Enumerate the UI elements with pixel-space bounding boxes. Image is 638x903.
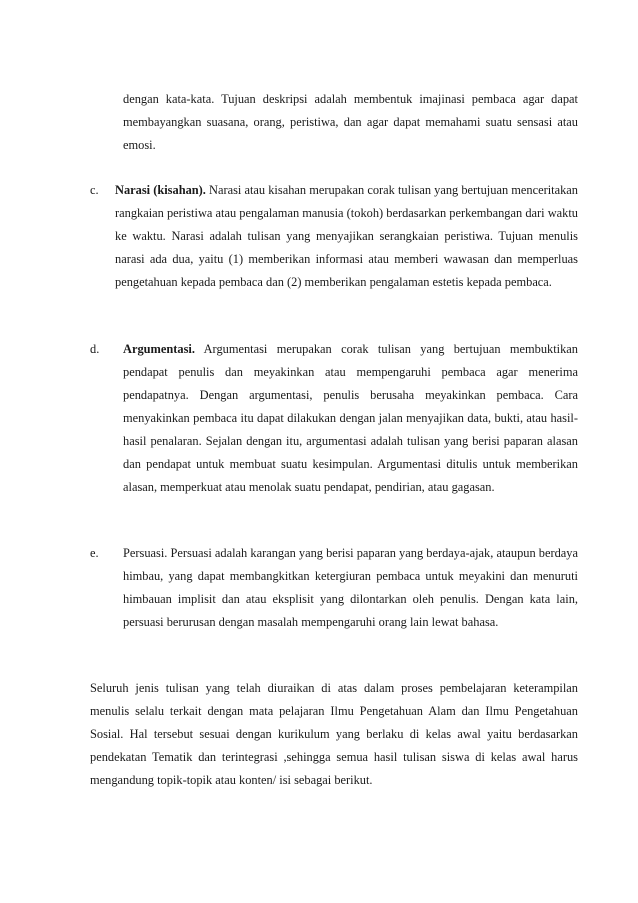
list-item-persuasi [123,542,578,634]
list-item-narasi [115,179,578,294]
closing-paragraph: Seluruh jenis tulisan yang telah diuraikan di atas dalam proses pembelajaran keterampilan menulis selalu terkait dengan mata pelajaran Ilmu Pengetahuan Alam dan Ilmu Pengetahuan Sosial. Hal tersebut sesuai dengan kurikulum yang berlaku di kelas awal yaitu berdasarkan pendekatan Tematik dan terintegrasi ,sehingga semua hasil tulisan siswa di kelas awal harus mengandung topik-topik atau konten/ isi sebagai berikut. [90,681,578,787]
argumentasi-text: Argumentasi merupakan corak tulisan yang bertujuan membuktikan pendapat penulis dan meyakinkan atau mempengaruhi pembaca agar menerima pendapatnya. Dengan argumentasi, penulis berusaha meyakinkan pembaca. Cara menyakinkan pembaca itu dapat dilakukan dengan jalan menyajikan data, bukti, atau hasil-hasil penalaran. Sejalan dengan itu, argumentasi adalah tulisan yang berisi paparan alasan dan pendapat untuk membuat suatu kesimpulan. Argumentasi ditulis untuk memberikan alasan, memperkuat atau menolak suatu pendapat, pendirian, atau gagasan. [123,342,578,494]
term-narasi: Narasi (kisahan). [115,183,206,197]
term-argumentasi: Argumentasi. [123,342,195,356]
list-item-argumentasi [123,338,578,499]
list-marker-d: d. [90,342,100,356]
narasi-text: Narasi atau kisahan merupakan corak tulisan yang bertujuan menceritakan rangkaian peristiwa atau pengalaman manusia (tokoh) berdasarkan perkembangan dari waktu ke waktu. Narasi adalah tulisan yang menyajikan serangkaian peristiwa. Tujuan menulis narasi ada dua, yaitu (1) memberikan informasi atau memberi wawasan dan memperluas pengetahuan kepada pembaca dan (2) memberikan pengalaman estetis kepada pembaca. [115,183,578,289]
continuation-paragraph: dengan kata-kata. Tujuan deskripsi adalah membentuk imajinasi pembaca agar dapat membayangkan suasana, orang, peristiwa, dan agar dapat memahami suatu sensasi atau emosi. [123,92,578,152]
list-marker-e: e. [90,546,99,560]
persuasi-text: Persuasi. Persuasi adalah karangan yang berisi paparan yang berdaya-ajak, ataupun berdaya himbau, yang dapat membangkitkan ketergiuran pembaca untuk meyakini dan menuruti himbauan implisit dan atau eksplisit yang dilontarkan oleh penulis. Dengan kata lain, persuasi berurusan dengan masalah mempengaruhi orang lain lewat bahasa. [123,546,578,629]
list-marker-c: c. [90,183,99,197]
